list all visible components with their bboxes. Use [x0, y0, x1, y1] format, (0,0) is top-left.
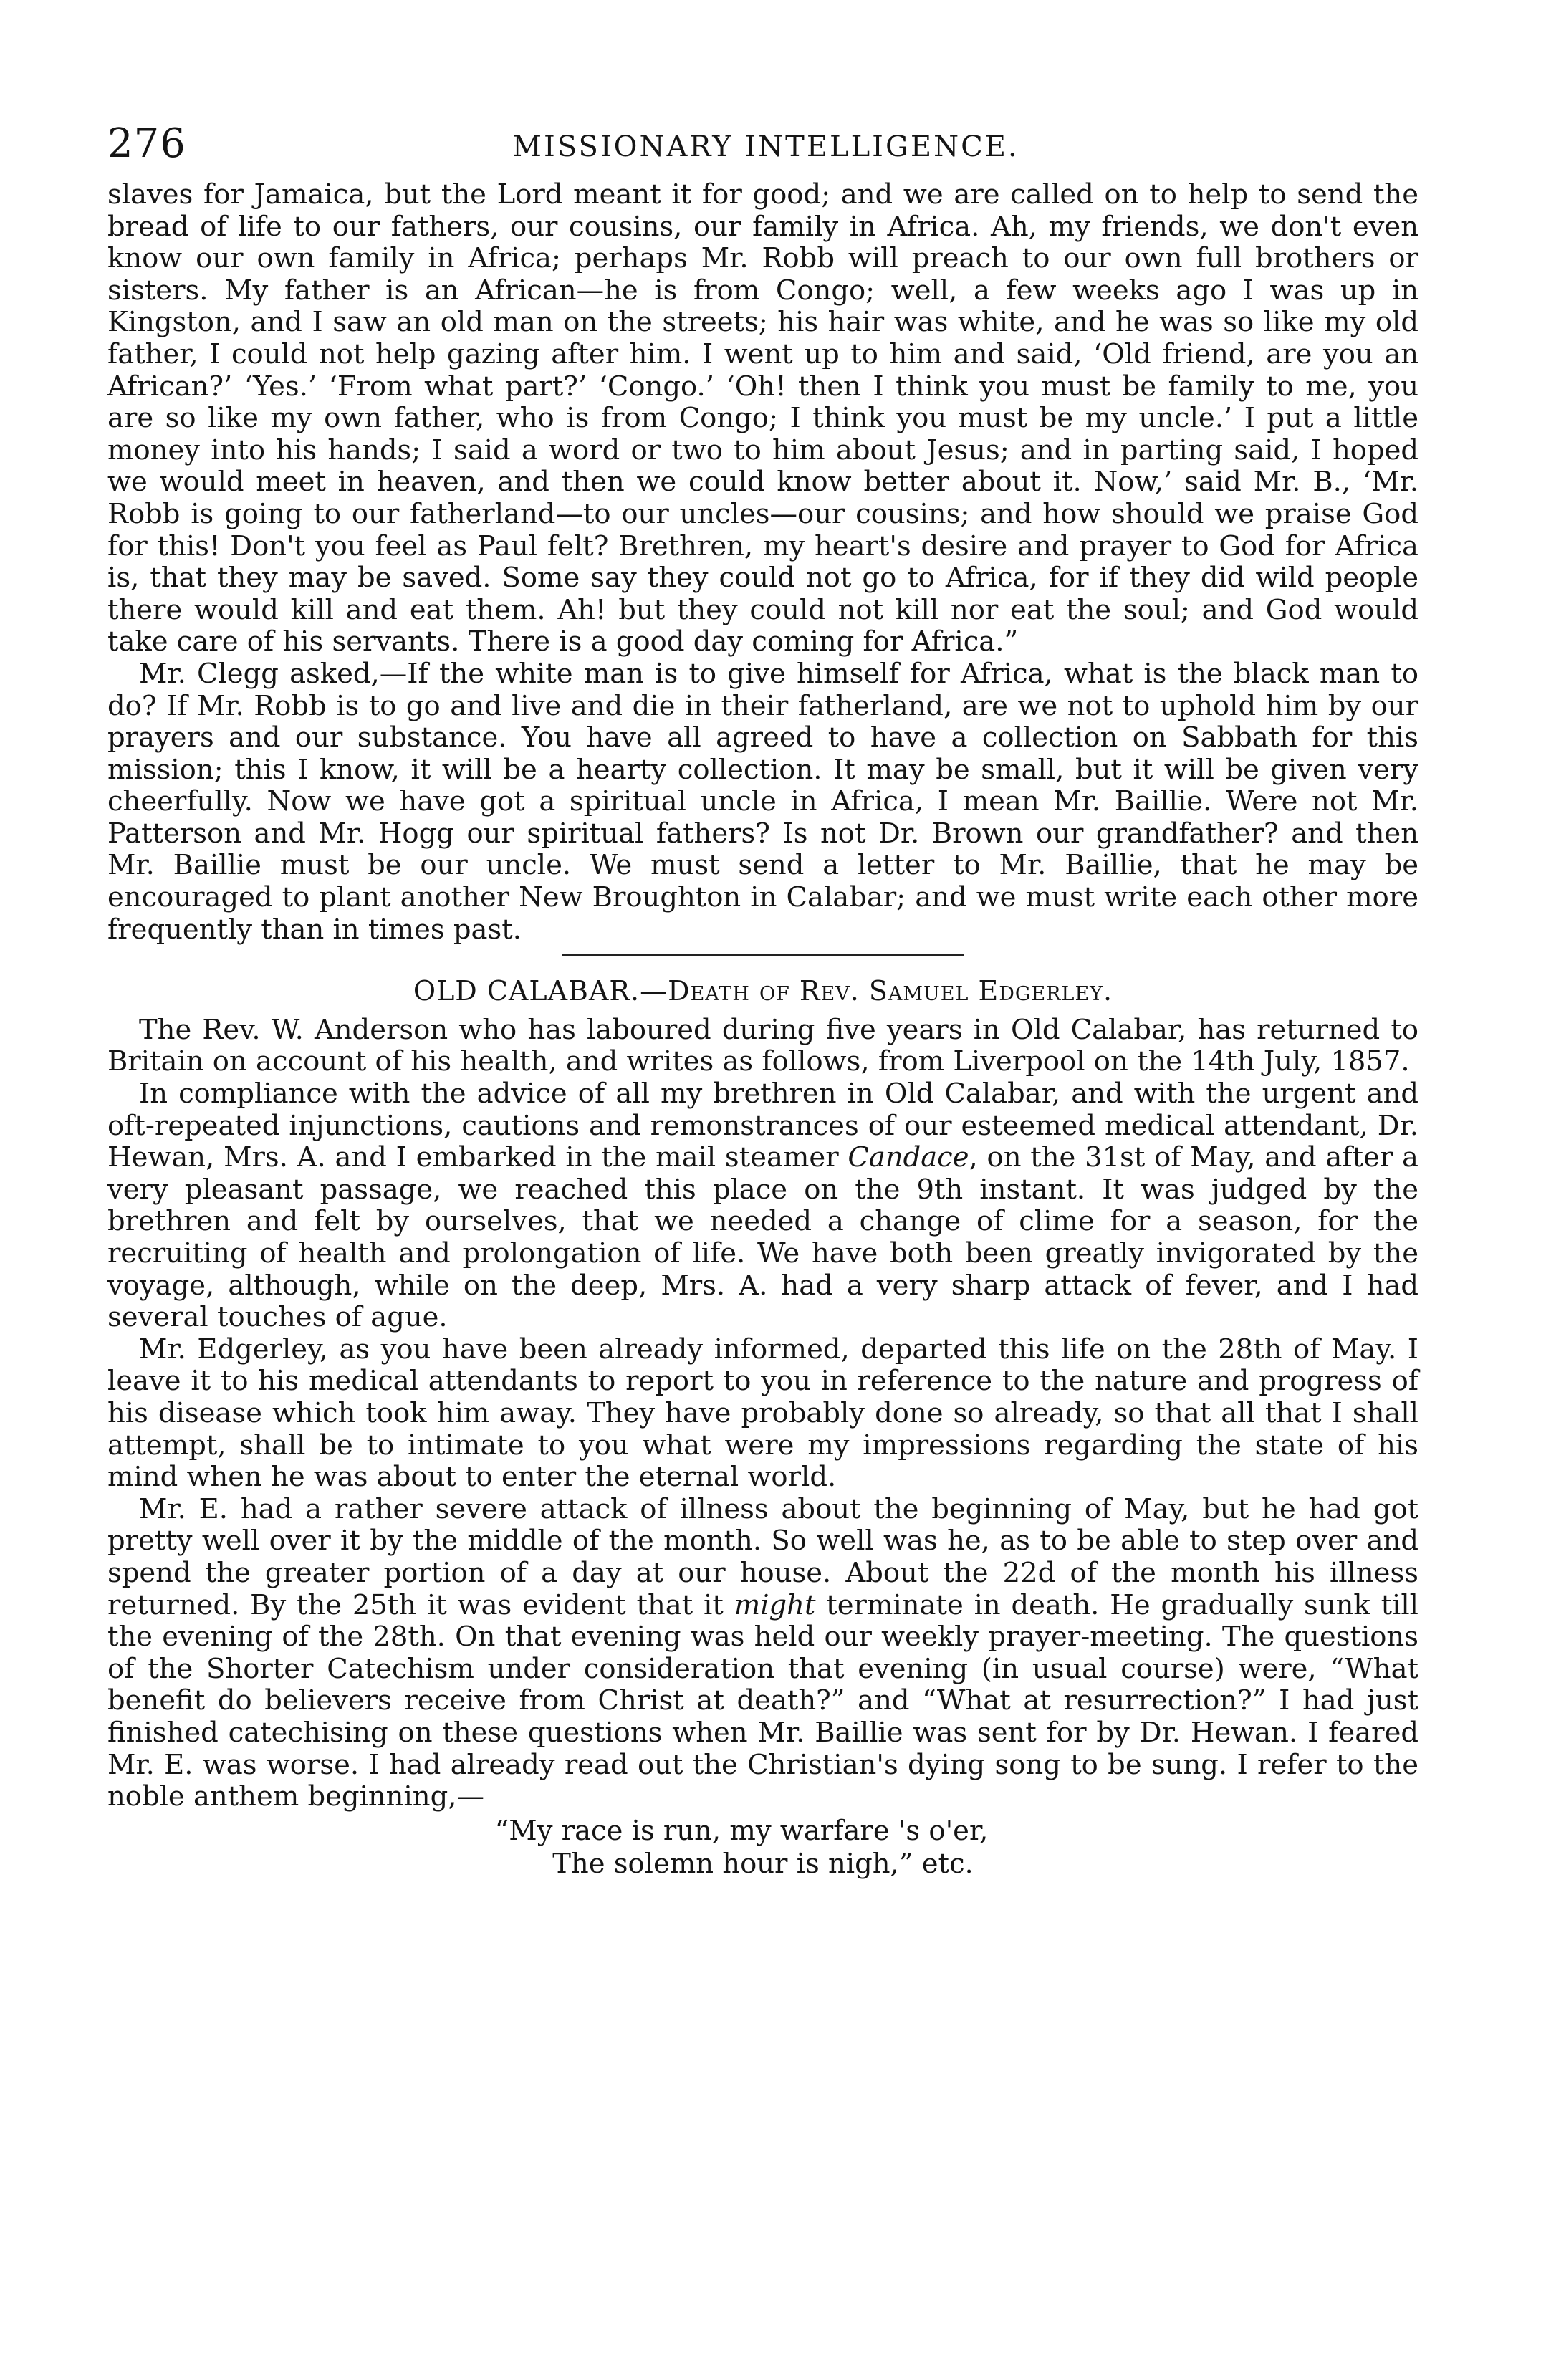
- journal-title: MISSIONARY INTELLIGENCE.: [512, 130, 1019, 163]
- emphasis: might: [734, 1588, 816, 1621]
- text-run: , on the 31st of May, and after a very pleasant passage, we reached this place on the 9th instant. It was judged by the brethren and felt by ourselves, that we needed a change of clime for a season, for the recruiting of health and prolongation of life. We have both been greatly invigorated by the voyage, although, while on the deep, Mrs. A. had a very sharp attack of fever, and I had several touches of ague.: [107, 1141, 1419, 1334]
- page-number: 276: [107, 120, 186, 167]
- paragraph: The Rev. W. Anderson who has laboured during five years in Old Calabar, has returned to Britain on account of his health, and writes as follows, from Liverpool on the 14th July, 1857.: [107, 1013, 1418, 1078]
- running-header: [107, 115, 1418, 179]
- paragraph: [107, 1494, 1418, 1813]
- text-run: In compliance with the advice of all my brethren in Old Calabar, and with the urgent and oft-repeated injunctions, cautions and remonstrances of our esteemed medical attendant, Dr. Hewan, Mrs. A. and I embarked in the mail steamer: [107, 1078, 1418, 1174]
- paragraph: Mr. Clegg asked,—If the white man is to give himself for Africa, what is the black man to do? If Mr. Robb is to go and live and die in their fatherland, are we not to uphold him by our prayers and our substance. You have all agreed to have a collection on Sabbath for this mission; this I know, it will be a hearty collection. It may be small, but it will be given very cheerfully. Now we have got a spiritual uncle in Africa, I mean Mr. Baillie. Were not Mr. Patterson and Mr. Hogg our spiritual fathers? Is not Dr. Brown our grandfather? and then Mr. Baillie must be our uncle. We must send a letter to Mr. Baillie, that he may be encouraged to plant another New Broughton in Calabar; and we must write each other more frequently than in times past.: [107, 657, 1418, 946]
- paragraph: slaves for Jamaica, but the Lord meant it for good; and we are called on to help to send the bread of life to our fathers, our cousins, our family in Africa. Ah, my friends, we don't even know our own family in Africa; perhaps Mr. Robb will preach to our own full brothers or sisters. My father is an African—he is from Congo; well, a few weeks ago I was up in Kingston, and I saw an old man on the streets; his hair was white, and he was so like my old father, I could not help gazing after him. I went up to him and said, ‘Old friend, are you an African?’ ‘Yes.’ ‘From what part?’ ‘Congo.’ ‘Oh! then I think you must be family to me, you are so like my own father, who is from Congo; I think you must be my uncle.’ I put a little money into his hands; I said a word or two to him about Jesus; and in parting said, I hoped we would meet in heaven, and then we could know better about it. Now,’ said Mr. B., ‘Mr. Robb is going to our fatherland—to our uncles—our cousins; and how should we praise God for this! Don't you feel as Paul felt? Brethren, my heart's desire and prayer to God for Africa is, that they may be saved. Some say they could not go to Africa, for if they did wild people there would kill and eat them. Ah! but they could not kill nor eat the soul; and God would take care of his servants. There is a good day coming for Africa.”: [107, 178, 1418, 658]
- text-run: terminate in death. He gradually sunk till the evening of the 28th. On that evening was held our weekly prayer-meeting. The questions of the Shorter Catechism under consideration that evening (in usual course) were, “What benefit do believers receive from Christ at death?” and “What at resurrection?” I had just finished catechising on these questions when Mr. Baillie was sent for by Dr. Hewan. I feared Mr. E. was worse. I had already read out the Christian's dying song to be sung. I refer to the noble anthem beginning,—: [107, 1588, 1418, 1813]
- ship-name: Candace: [848, 1141, 969, 1174]
- paragraph: [107, 1078, 1418, 1334]
- section-heading: [107, 975, 1418, 1007]
- page: [107, 115, 1418, 1881]
- text-run: Mr. E. had a rather severe attack of illness about the beginning of May, but he had got pretty well over it by the middle of the month. So well was he, as to be able to step over and spend the greater portion of a day at our house. About the 22d of the month his illness returned. By the 25th it was evident that it: [107, 1492, 1418, 1621]
- verse-line: The solemn hour is nigh,” etc.: [552, 1847, 974, 1880]
- section-heading-sub: —Death of Rev. Samuel Edgerley.: [640, 975, 1113, 1007]
- article-body: [107, 179, 1418, 1881]
- paragraph: Mr. Edgerley, as you have been already informed, departed this life on the 28th of May. I leave it to his medical attendants to report to you in reference to the nature and progress of his disease which took him away. They have probably done so already, so that all that I shall attempt, shall be to intimate to you what were my impressions regarding the state of his mind when he was about to enter the eternal world.: [107, 1333, 1418, 1494]
- section-divider: [562, 954, 964, 956]
- verse-line: “My race is run, my warfare 's o'er,: [494, 1814, 989, 1847]
- section-heading-main: OLD CALABAR.: [413, 975, 640, 1007]
- verse-quote: [107, 1815, 1418, 1881]
